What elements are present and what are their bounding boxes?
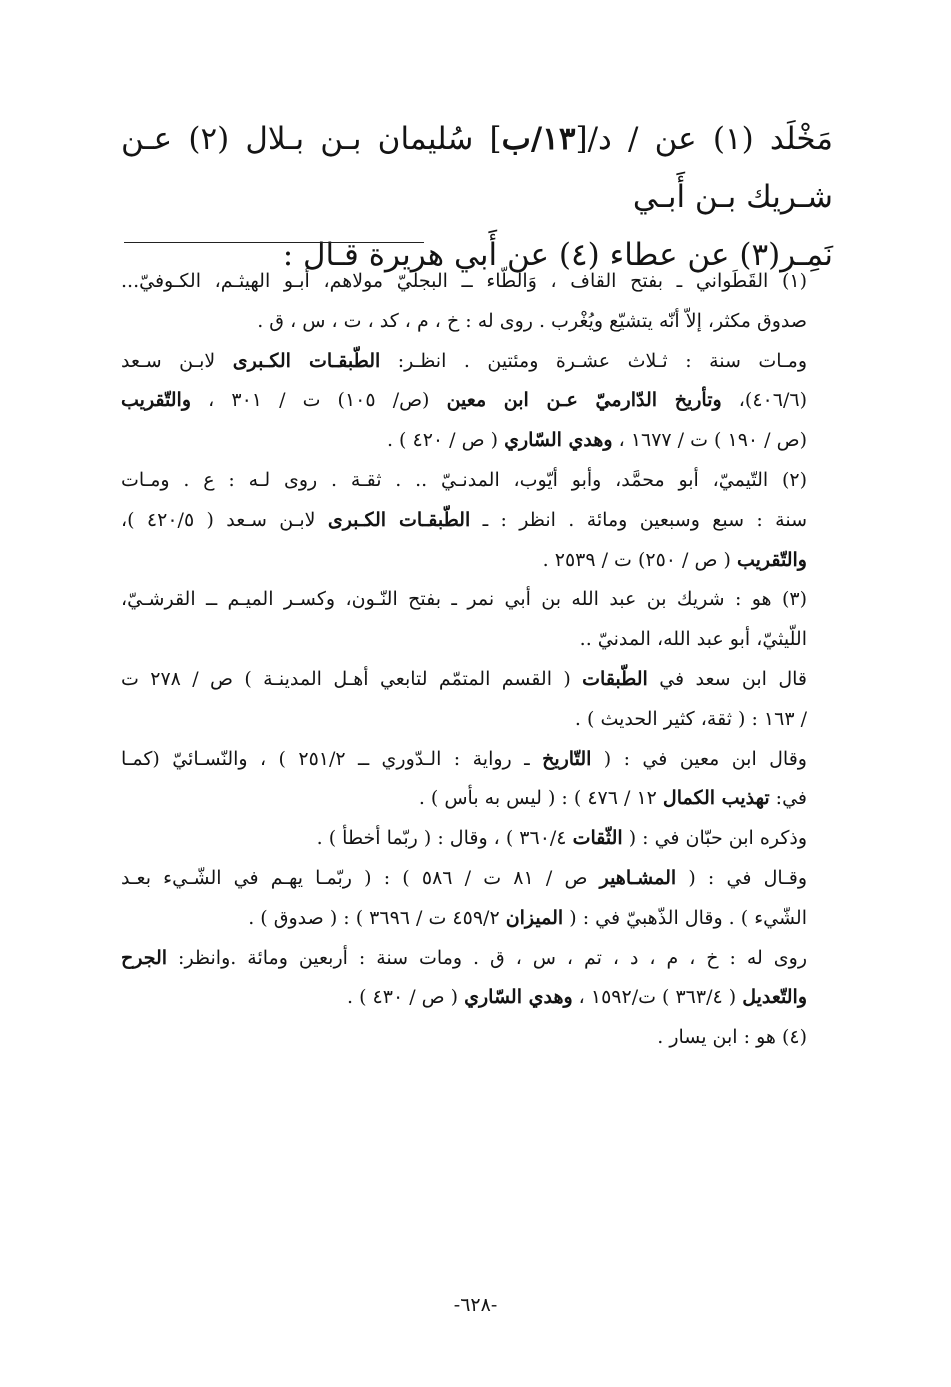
text-run: (١) القَطَواني ـ بفتح القاف ، وَالطّاء ــ البجليّ مولاهم، أبـو الهيثـم، الكـوفيّ...: [121, 270, 807, 292]
footnote-line: [121, 620, 807, 660]
text-run: اللّيثيّ، أبو عبد الله، المدنيّ ..: [579, 628, 807, 651]
bold-reference: ١٣/ب: [501, 121, 576, 157]
bold-reference: الطّبقـات الكـبرى: [327, 508, 471, 531]
footnotes: [121, 262, 833, 1058]
footnote-line: [121, 302, 807, 342]
text-run: (٤) هو : ابن يسار .: [657, 1026, 807, 1049]
footnote-paragraph: [121, 342, 833, 461]
text-run: (٢): [188, 121, 230, 157]
text-run: (٤): [558, 237, 600, 273]
text-run: عن / د/[: [575, 121, 713, 157]
footnote-paragraph: [121, 859, 833, 939]
text-run: (٤٠٦/٦)،: [721, 389, 807, 412]
bold-reference: والتّقريب: [736, 548, 807, 571]
bold-reference: والتّقريب: [121, 389, 192, 412]
footnote-line: [121, 899, 807, 939]
main-text: [121, 110, 833, 284]
text-run: قال ابن سعد في: [647, 667, 807, 690]
text-run: (٣): [739, 237, 781, 273]
footnote-paragraph: [121, 740, 833, 820]
footnote-line: [121, 342, 807, 382]
text-run: وقال ابن معين في : (: [591, 747, 807, 770]
footnote-paragraph: [121, 1018, 833, 1058]
footnote-line: [121, 501, 807, 541]
footnote-paragraph: [121, 262, 833, 342]
text-run: عن أَبي هريرة قـال :: [282, 237, 559, 273]
text-run: وذكره ابن حبّان في : (: [622, 827, 807, 850]
bold-reference: الميزان: [505, 906, 564, 929]
text-run: عن عطاء: [599, 237, 740, 273]
text-run: ( ٣٦٣/٤ ) ت/١٥٩٢ ،: [572, 986, 743, 1009]
bold-reference: الطّبقـات الكـبرى: [232, 349, 381, 372]
main-text-line: [121, 110, 833, 226]
footnote-line: [121, 421, 807, 461]
text-run: ص / ٨١ ت / ٥٨٦ ) : ( ربّمـا يهـم في الشّـيء بعـد: [121, 866, 600, 889]
text-run: ومـات سنة : ثـلاث عشـرة ومئتين . انظـر:: [380, 349, 807, 372]
footnote-line: [121, 580, 807, 620]
footnote-line: [121, 978, 807, 1018]
text-run: / ١٦٣ : ( ثقة، كثير الحديث ) .: [574, 707, 807, 730]
footnote-line: [121, 819, 807, 859]
text-run: وقـال في : (: [676, 866, 807, 889]
text-run: ١٢ / ٤٧٦ ) : ( ليس به بأس ) .: [418, 787, 663, 810]
text-run: عـن شـريك بـن أَبـي: [121, 121, 833, 215]
text-run: ( ص / ٤٢٠ ) .: [386, 429, 505, 452]
footnote-paragraph: [121, 660, 833, 740]
bold-reference: والتّعديل: [742, 986, 807, 1009]
text-run: صدوق مكثر، إلاّ أنّه يتشيّع ويُغْرب . روى له : خ ، م ، كد ، ت ، س ، ق .: [257, 309, 807, 332]
footnote-line: [121, 700, 807, 740]
bold-reference: التّاريخ: [542, 747, 592, 770]
text-run: (ص/ ١٠٥) ت / ٣٠١ ،: [191, 389, 447, 412]
bold-reference: تهذيب الكمال: [662, 787, 770, 810]
bold-reference: الطّبقات: [582, 667, 648, 690]
text-run: نَمِـر: [780, 237, 833, 273]
footnote-line: [121, 859, 807, 899]
footnote-line: [121, 1018, 807, 1058]
footnote-line: [121, 262, 807, 302]
bold-reference: وهدي السّاري: [464, 986, 573, 1009]
bold-reference: وهدي السّاري: [504, 429, 613, 452]
text-run: ( ص / ٤٣٠ ) .: [347, 986, 465, 1009]
bold-reference: الجرح: [121, 946, 168, 969]
text-run: لابـن سـعد: [121, 349, 233, 372]
footnote-line: [121, 381, 807, 421]
footnote-line: [121, 740, 807, 780]
text-run: مَخْلَد: [753, 121, 833, 157]
page-number: -٦٢٨-: [453, 1294, 498, 1316]
text-run: لابـن سـعد ( ٤٢٠/٥ )،: [121, 508, 328, 531]
text-run: ] سُليمان بـن بـلال: [229, 121, 502, 157]
text-run: (٢) التّيميّ، أبو محمَّد، وأبو أيّوب، المدنـيّ .. . ثقـة . روى لـه : ع . ومـات: [121, 468, 807, 491]
footnote-line: [121, 779, 807, 819]
text-run: (١): [712, 121, 754, 157]
footnote-line: [121, 541, 807, 581]
text-run: في:: [769, 787, 807, 810]
footnote-paragraph: [121, 580, 833, 660]
text-run: (٣) هو : شريك بن عبد الله بن أبي نمر ـ بفتح النّـون، وكسـر الميـم ــ القرشـيّ،: [121, 588, 807, 611]
text-run: سنة : سبع وسبعين ومائة . انظر : ـ: [470, 508, 807, 531]
footnote-line: [121, 461, 807, 501]
text-run: ٤٥٩/٢ ت / ٣٦٩٦ ) : ( صدوق ) .: [248, 906, 506, 929]
text-run: ـ رواية : الـدّوري ــ ٢٥١/٢ ) ، والنّسـائيّ (كمـا: [121, 747, 543, 770]
footnote-separator: [124, 242, 424, 243]
footnote-paragraph: [121, 461, 833, 580]
footnote-line: [121, 939, 807, 979]
bold-reference: المشـاهير: [599, 866, 677, 889]
text-run: ( القسم المتمّم لتابعي أهـل المدينـة ) ص / ٢٧٨ ت: [121, 667, 583, 690]
text-run: ٣٦٠/٤ ) ، وقال : ( ربّما أخطأ ) .: [316, 827, 573, 850]
footnote-line: [121, 660, 807, 700]
bold-reference: وتأريخ الدّارميّ عـن ابن معين: [446, 389, 722, 412]
text-run: (ص / ١٩٠ ) ت / ١٦٧٧ ،: [612, 429, 807, 452]
footnote-paragraph: [121, 939, 833, 1019]
footnote-paragraph: [121, 819, 833, 859]
text-run: الشّيء ) . وقال الذّهبيّ في : (: [563, 906, 807, 929]
text-run: روى له : خ ، م ، د ، تم ، س ، ق . ومات سنة : أربعين ومائة .وانظر:: [167, 946, 807, 969]
bold-reference: الثّقات: [572, 827, 623, 850]
text-run: ( ص / ٢٥٠) ت / ٢٥٣٩ .: [542, 548, 737, 571]
